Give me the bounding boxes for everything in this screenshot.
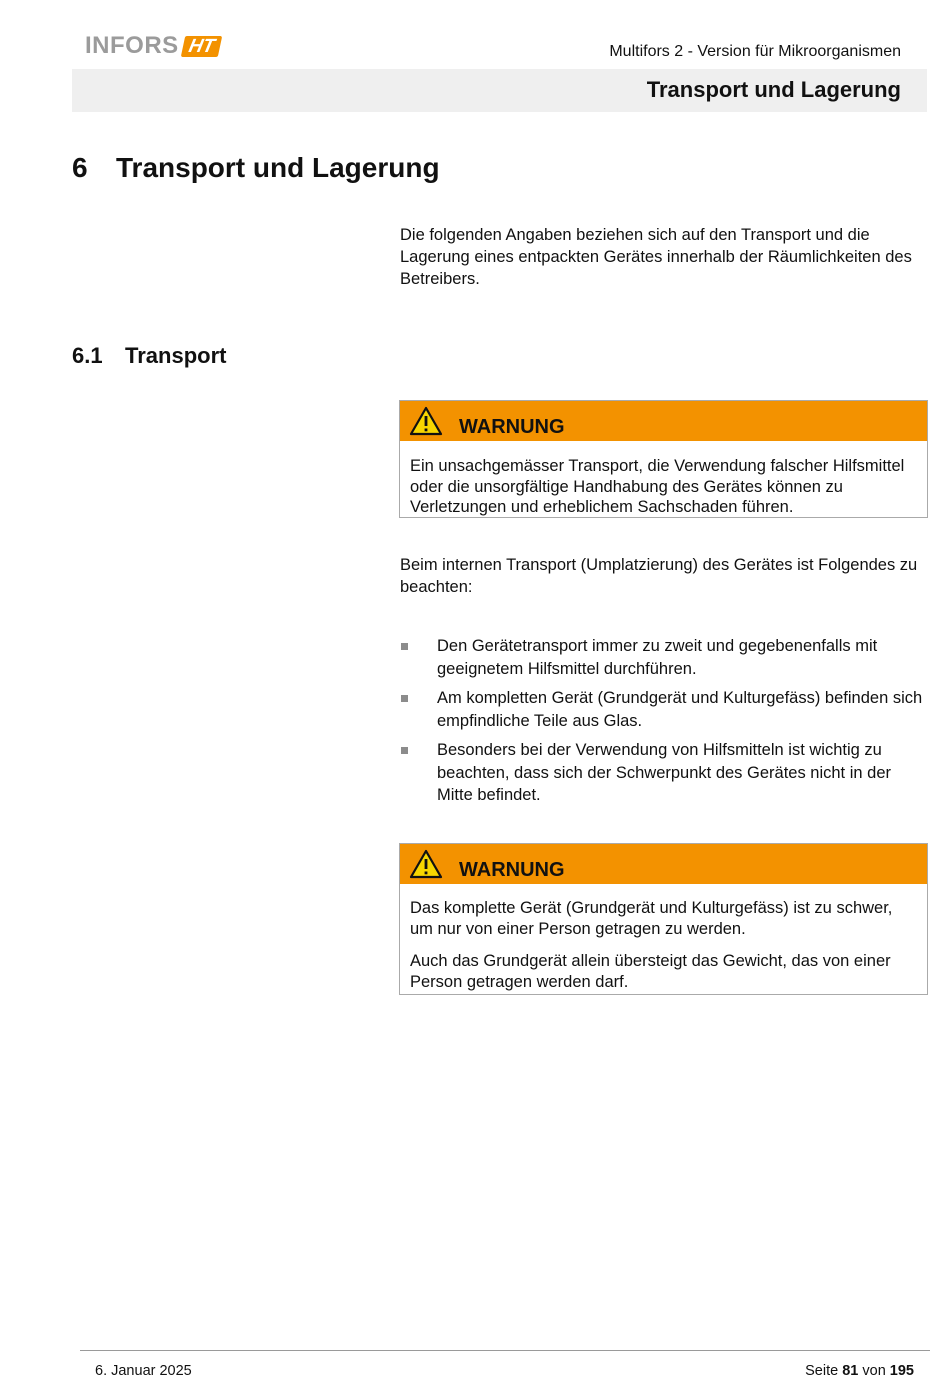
list-item: Am kompletten Gerät (Grundgerät und Kulturgefäss) befinden sich empfindliche Teile aus Glas. [400,687,930,732]
warning-triangle-icon [409,406,443,436]
warning-text: Ein unsachgemässer Transport, die Verwendung falscher Hilfsmittel oder die unsorgfältige Handhabung des Gerätes können zu Verletzungen und erheblichem Sachschaden führen. [410,457,905,516]
chapter-heading [72,152,440,184]
chapter-intro: Die folgenden Angaben beziehen sich auf den Transport und die Lagerung eines entpackten Gerätes innerhalb der Räumlichkeiten des Betreibers. [400,226,912,288]
transport-instructions-list [400,635,930,814]
running-chapter-title: Transport und Lagerung [646,77,901,102]
transport-intro: Beim internen Transport (Umplatzierung) des Gerätes ist Folgendes zu beachten: [400,556,918,596]
warning-label: WARNUNG [459,859,565,881]
warning-box-transport [399,400,928,518]
document-title: Multifors 2 - Version für Mikroorganismen [609,43,901,60]
section-title: Transport [125,343,227,368]
section-number: 6.1 [72,343,103,368]
section-heading [72,343,226,369]
page-number: Seite 81 von 195 [805,1363,914,1379]
square-bullet-icon [401,695,408,702]
warning-text: Auch das Grundgerät allein übersteigt das Gewicht, das von einer Person getragen werden darf. [410,952,891,991]
warning-label: WARNUNG [459,416,565,438]
footer-divider [80,1350,930,1351]
warning-text: Das komplette Gerät (Grundgerät und Kulturgefäss) ist zu schwer, um nur von einer Person getragen zu werden. [410,899,893,938]
warning-box-weight [399,843,928,995]
chapter-number: 6 [72,152,88,183]
logo-text: INFORS [85,32,179,59]
logo-ht-badge: HT [180,36,222,57]
list-item: Den Gerätetransport immer zu zweit und gegebenenfalls mit geeignetem Hilfsmittel durchführen. [400,635,930,680]
warning-header [400,844,927,884]
footer-date: 6. Januar 2025 [95,1363,192,1379]
warning-triangle-icon [409,849,443,879]
chapter-title: Transport und Lagerung [116,152,440,183]
warning-header [400,401,927,441]
company-logo [85,33,220,59]
square-bullet-icon [401,643,408,650]
square-bullet-icon [401,747,408,754]
list-item: Besonders bei der Verwendung von Hilfsmitteln ist wichtig zu beachten, dass sich der Schwerpunkt des Gerätes nicht in der Mitte befindet. [400,739,930,807]
